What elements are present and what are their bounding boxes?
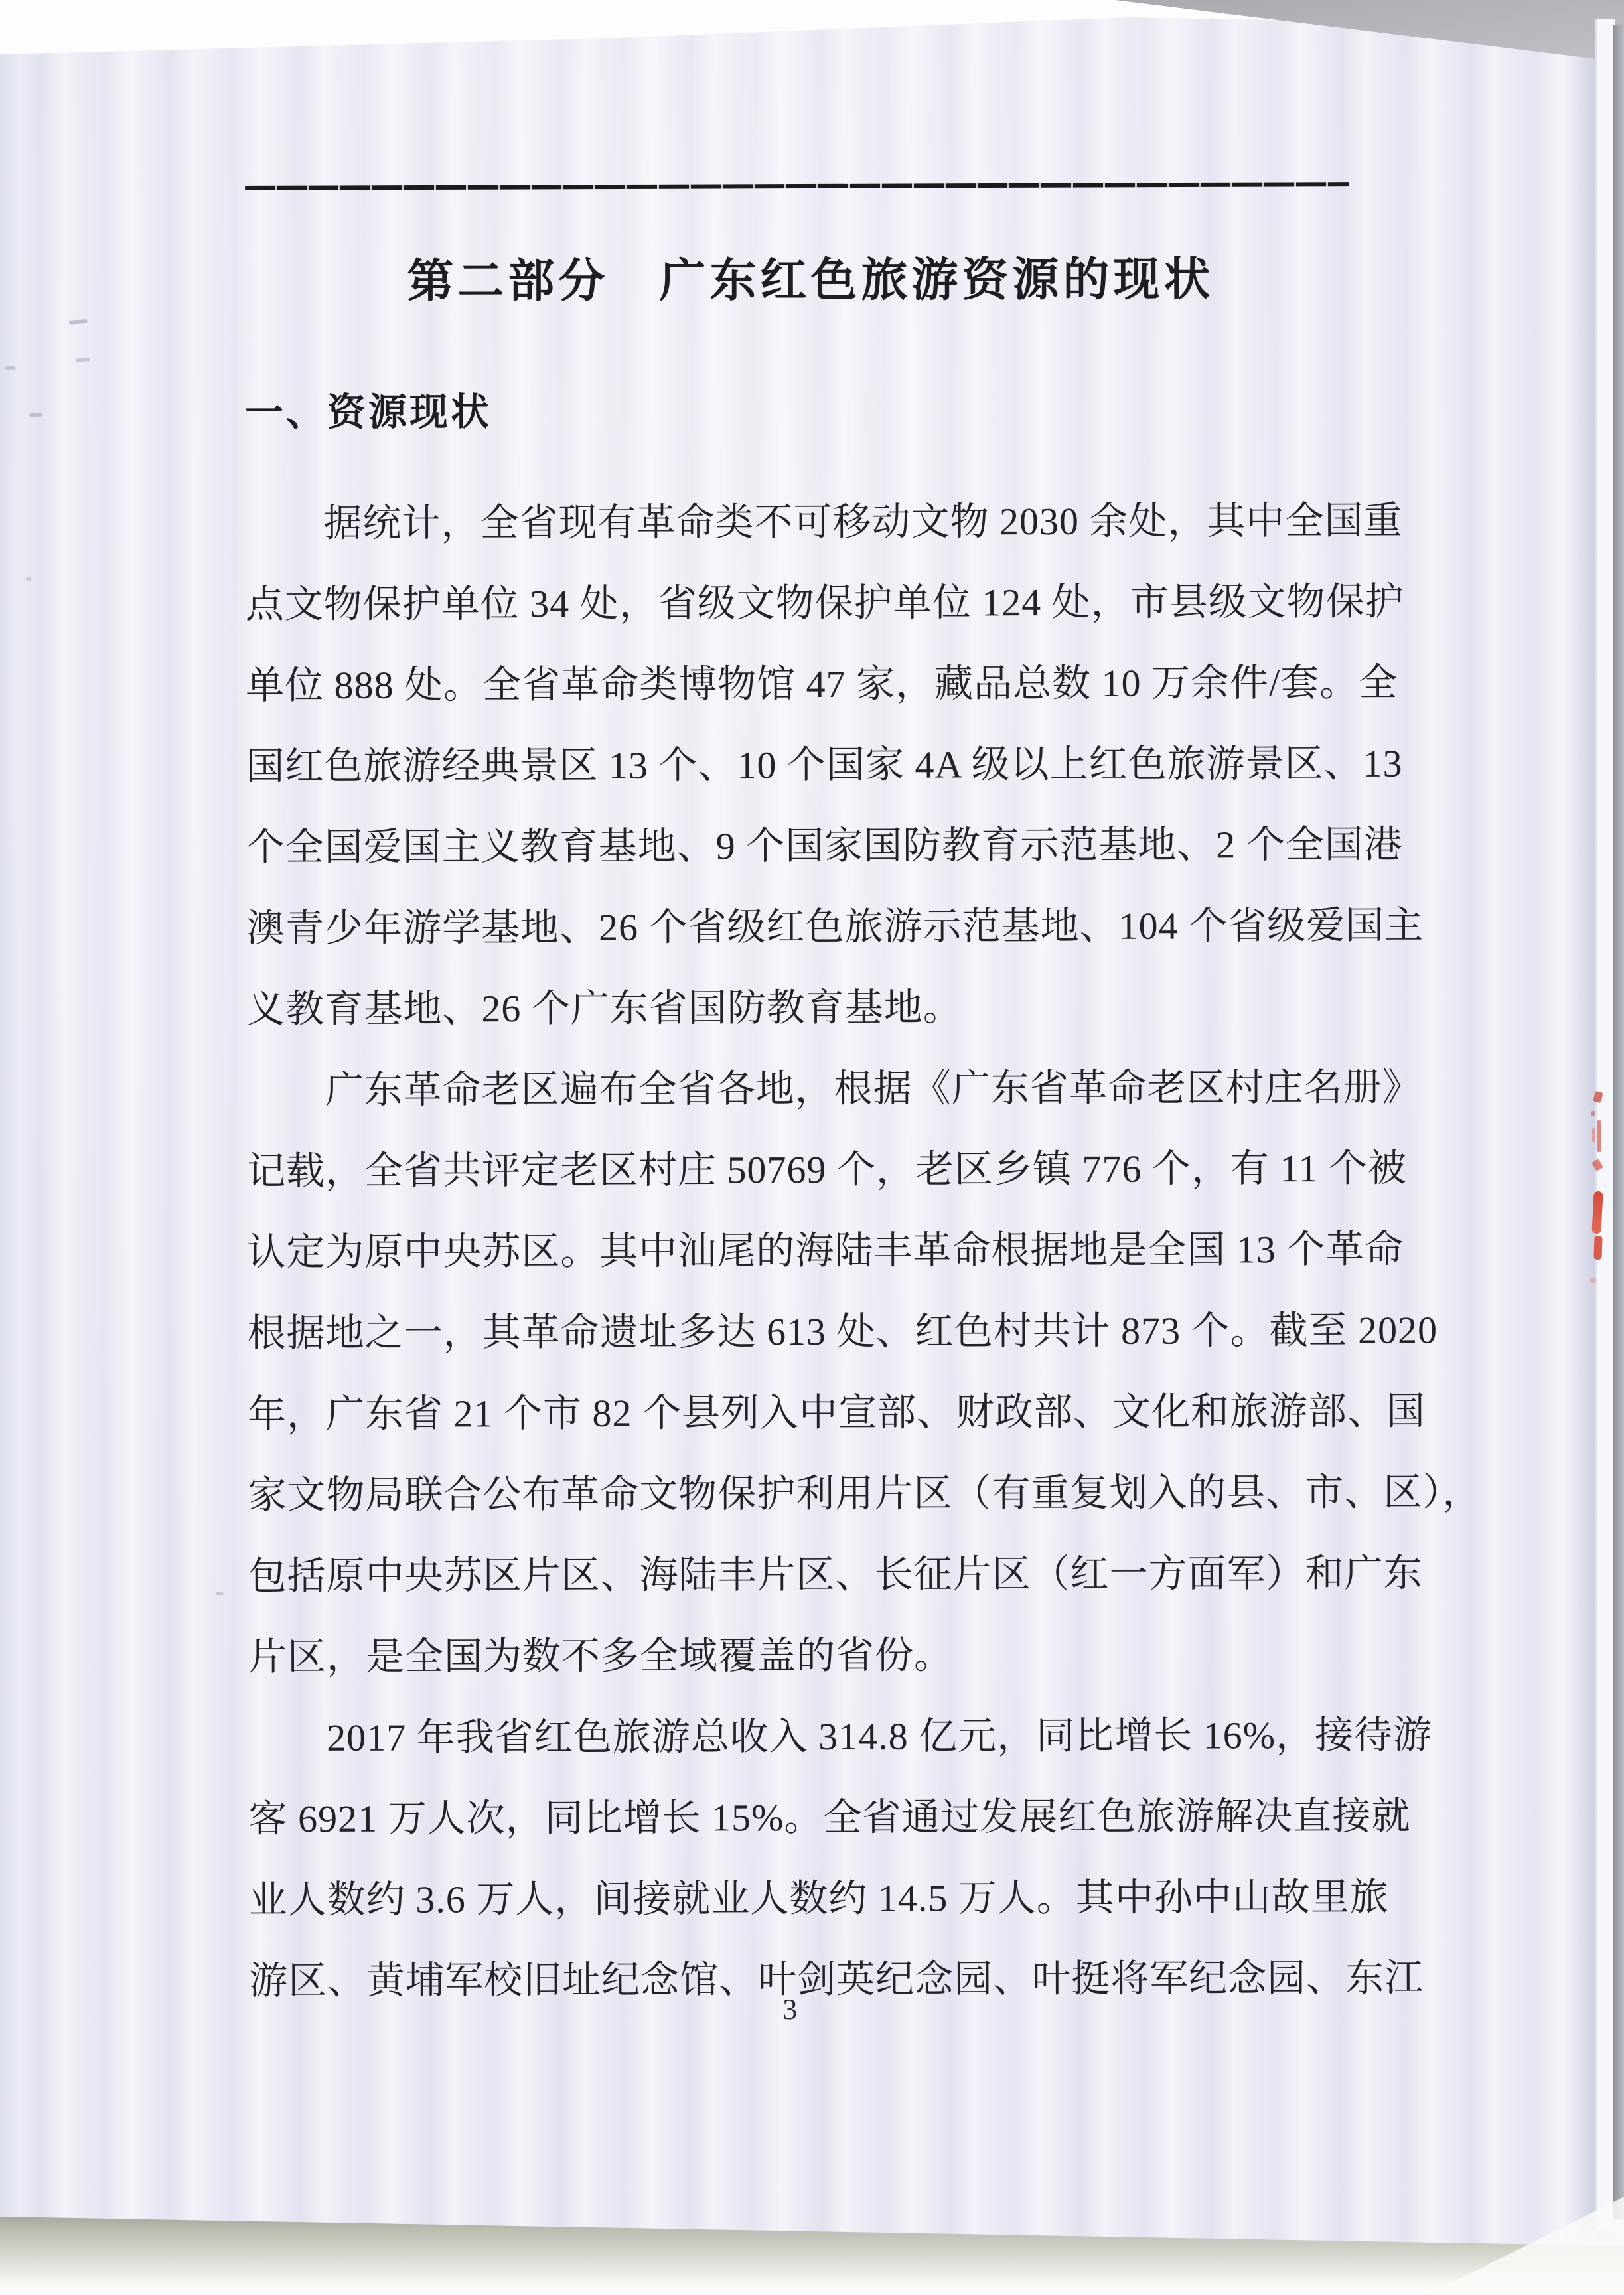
body-line: 澳青少年游学基地、26 个省级红色旅游示范基地、104 个省级爱国主 bbox=[246, 903, 1424, 950]
body-line: 个全国爱国主义教育基地、9 个国家国防教育示范基地、2 个全国港 bbox=[246, 822, 1403, 869]
body-line: 包括原中央苏区片区、海陆丰片区、长征片区（红一方面军）和广东 bbox=[248, 1551, 1423, 1598]
body-line: 单位 888 处。全省革命类博物馆 47 家，藏品总数 10 万余件/套。全 bbox=[245, 660, 1398, 707]
red-ink-mark bbox=[1591, 1111, 1595, 1116]
red-ink-mark bbox=[1592, 1128, 1595, 1142]
red-ink-mark bbox=[1590, 1278, 1596, 1283]
body-line: 广东革命老区遍布全省各地，根据《广东省革命老区村庄名册》 bbox=[325, 1065, 1422, 1112]
body-line: 业人数约 3.6 万人，间接就业人数约 14.5 万人。其中孙中山故里旅 bbox=[248, 1875, 1389, 1922]
body-paragraphs bbox=[245, 481, 1482, 2022]
body-line: 认定为原中央苏区。其中汕尾的海陆丰革命根据地是全国 13 个革命 bbox=[247, 1227, 1404, 1274]
pencil-mark bbox=[29, 413, 42, 417]
pencil-mark bbox=[76, 358, 90, 362]
section-heading: 一、资源现状 bbox=[244, 390, 492, 435]
pencil-mark bbox=[68, 319, 87, 325]
header-divider-line bbox=[245, 182, 1349, 190]
pencil-mark bbox=[216, 1592, 224, 1595]
red-ink-mark bbox=[1597, 1120, 1601, 1152]
body-line: 家文物局联合公布革命文物保护利用片区（有重复划入的县、市、区）， bbox=[248, 1470, 1482, 1517]
pencil-mark bbox=[5, 366, 16, 370]
document-title: 第二部分 广东红色旅游资源的现状 bbox=[407, 254, 1215, 308]
body-line: 游区、黄埔军校旧址纪念馆、叶剑英纪念园、叶挺将军纪念园、东江 bbox=[249, 1956, 1424, 2003]
body-line: 2017 年我省红色旅游总收入 314.8 亿元，同比增长 16%，接待游 bbox=[327, 1713, 1433, 1759]
body-line: 点文物保护单位 34 处，省级文物保护单位 124 处，市县级文物保护 bbox=[245, 579, 1404, 627]
body-line: 国红色旅游经典景区 13 个、10 个国家 4A 级以上红色旅游景区、13 bbox=[246, 741, 1403, 788]
pencil-mark bbox=[26, 577, 32, 581]
page-right-edge-shadow bbox=[1613, 25, 1624, 2219]
body-line: 根据地之一，其革命遗址多达 613 处、红色村共计 873 个。截至 2020 bbox=[247, 1308, 1438, 1355]
body-line: 记载，全省共评定老区村庄 50769 个，老区乡镇 776 个，有 11 个被 bbox=[246, 1146, 1407, 1193]
body-line: 义教育基地、26 个广东省国防教育基地。 bbox=[246, 986, 962, 1031]
red-ink-mark bbox=[1593, 1236, 1602, 1260]
body-line: 据统计，全省现有革命类不可移动文物 2030 余处，其中全国重 bbox=[323, 498, 1403, 545]
body-line: 客 6921 万人次，同比增长 15%。全省通过发展红色旅游解决直接就 bbox=[248, 1794, 1411, 1841]
page-number: 3 bbox=[782, 1993, 798, 2026]
body-line: 年，广东省 21 个市 82 个县列入中宣部、财政部、文化和旅游部、国 bbox=[247, 1389, 1426, 1436]
body-line: 片区，是全国为数不多全域覆盖的省份。 bbox=[248, 1633, 954, 1679]
